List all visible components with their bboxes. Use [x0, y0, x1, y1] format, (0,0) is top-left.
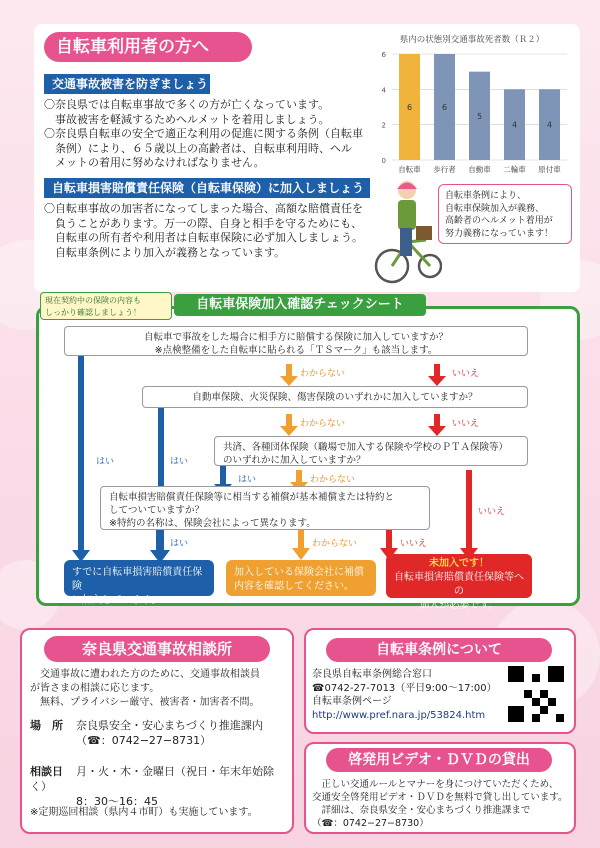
section2-body: 〇自転車事故の加害者になってしまった場合、高額な賠償責任を 負うことがあります。万一の際、自身と相手を守るためにも、 自転車の所有者や利用者は自転車保険に必ず加入しましょう。 自転車条例により加入が義務となっています。: [44, 202, 363, 259]
ordinance-title: 自転車条例について: [326, 638, 552, 662]
result-check-insurer: 加入している保険会社に補償 内容を確認してください。: [226, 560, 376, 596]
unknown-label: わからない: [312, 539, 358, 549]
yes-label: はい: [170, 539, 189, 549]
check-sheet-note: 現在契約中の保険の内容も しっかり確認しましょう！: [40, 292, 172, 320]
question-1: 自転車で事故をした場合に相手方に賠償する保険に加入していますか？ ※点検整備をした自転車に貼られる「ＴＳマーク」も該当します。: [64, 326, 528, 356]
video-body: 正しい交通ルールとマナーを身につけていただくため、 交通安全啓発用ビデオ・ＤＶＤを無料で貸し出しています。 詳細は、奈良県安全・安心まちづくり推進課まで （☎：0742−27−8730）: [312, 779, 568, 829]
chart-category-label: 自転車: [398, 165, 421, 174]
chart-data-label: 4: [511, 120, 518, 130]
no-label: いいえ: [478, 507, 506, 517]
result-uninsured: 未加入です！ 自転車損害賠償責任保険等への 加入が必要です。: [386, 554, 532, 598]
question-2: 自動車保険、火災保険、傷害保険のいずれかに加入していますか？: [142, 386, 528, 408]
unknown-label: わからない: [300, 369, 346, 379]
qr-code-icon[interactable]: [508, 666, 564, 722]
page-title: 自転車利用者の方へ: [44, 32, 252, 62]
chart-category-label: 歩行者: [433, 165, 456, 174]
chart-y-tick: 6: [381, 51, 386, 59]
yes-label: はい: [170, 457, 189, 467]
yes-label: はい: [238, 475, 257, 485]
chart-y-tick: 0: [381, 157, 386, 165]
chart-data-label: 6: [441, 103, 448, 112]
fatality-bar-chart: [372, 32, 572, 187]
chart-y-tick: 4: [381, 86, 386, 95]
chart-category-label: 自動車: [468, 165, 491, 174]
check-sheet-title: 自転車保険加入確認チェックシート: [174, 294, 426, 316]
consultation-footnote: ※定期巡回相談（県内４市町）も実施しています。: [30, 807, 258, 818]
consultation-body: 交通事故に遭われた方のために、交通事故相談員 が皆さまの相談に応じます。 無料、プライバシー厳守、被害者・加害者不問。: [30, 669, 260, 708]
result-insured: すでに自転車損害賠償責任保険 に加入しています。: [64, 560, 214, 596]
cyclist-illustration: [372, 178, 442, 290]
question-3: 共済、各種団体保険（職場で加入する保険や学校のＰＴＡ保険等） のいずれかに加入していますか？: [214, 436, 528, 466]
no-label: いいえ: [452, 369, 480, 379]
question-4: 自転車損害賠償責任保険等に相当する補償が基本補償または特約と してついていますか？ ※特約の名称は、保険会社によって異なります。: [100, 486, 430, 530]
section1-body: 〇奈良県では自転車事故で多くの方が亡くなっています。 事故被害を軽減するためヘルメットを着用しましょう。 〇奈良県自転車の安全で適正な利用の促進に関する条例（自転車 条例）により、６５歳以上の高齢者は、自転車利用時、ヘル メットの着用に努めなければなりません。: [44, 98, 363, 169]
unknown-label: わからない: [300, 419, 346, 429]
ordinance-body: 奈良県自転車条例総合窓口 ☎0742-27-7013（平日9:00〜17:00） 自転車条例ページ http://www.pref.nara.jp/53824.htm: [312, 669, 497, 721]
consultation-place: 場 所 奈良県安全・安心まちづくり推進課内 （☎：0742−27−8731）: [30, 719, 263, 747]
ordinance-speech-bubble: 自転車条例により、 自転車保険加入が義務、 高齢者のヘルメット着用が 努力義務になっています！: [438, 184, 572, 244]
no-label: いいえ: [400, 539, 428, 549]
yes-label: はい: [96, 457, 115, 467]
chart-category-label: 原付車: [538, 165, 561, 174]
chart-y-tick: 2: [381, 121, 386, 130]
consultation-days: 相談日 月・火・木・金曜日（祝日・年末年始除く） 8：30〜16：45: [30, 765, 274, 808]
unknown-label: わからない: [310, 475, 356, 485]
chart-data-label: 5: [476, 111, 483, 121]
consultation-title: 奈良県交通事故相談所: [44, 636, 270, 662]
section1-heading: 交通事故被害を防ぎましょう: [44, 74, 210, 94]
chart-data-label: 4: [546, 120, 553, 130]
video-title: 啓発用ビデオ・ＤＶＤの貸出: [326, 748, 552, 772]
chart-data-label: 6: [406, 103, 413, 112]
chart-category-label: 二輪車: [503, 165, 526, 174]
section2-heading: 自転車損害賠償責任保険（自転車保険）に加入しましょう: [44, 178, 370, 198]
no-label: いいえ: [452, 419, 480, 429]
chart-title: 県内の状態別交通事故死者数（Ｒ２）: [399, 35, 545, 45]
